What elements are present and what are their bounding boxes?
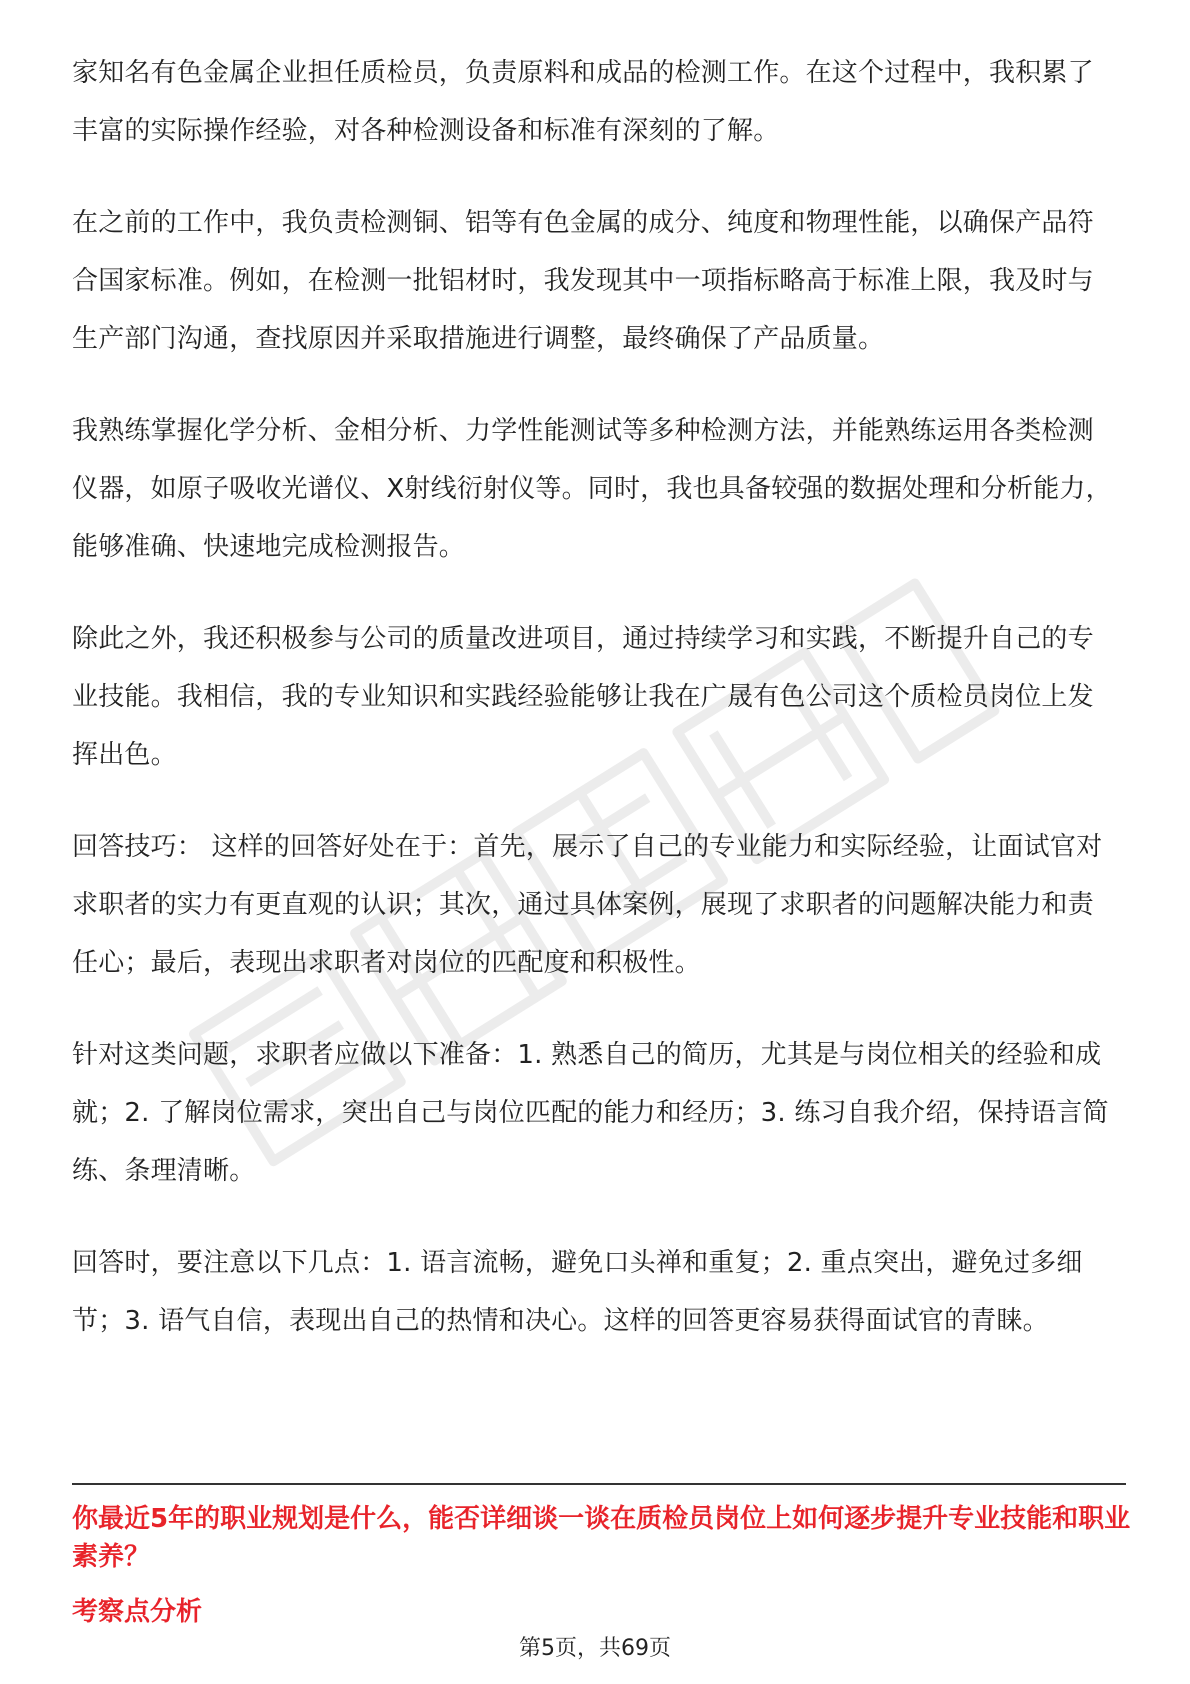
paragraph-testing-methods: 我熟练掌握化学分析、金相分析、力学性能测试等多种检测方法，并能熟练运用各类检测仪器，如原子吸收光谱仪、X射线衍射仪等。同时，我也具备较强的数据处理和分析能力，能够准确、快速地完成检测报告。	[72, 416, 1112, 562]
analysis-heading: 考察点分析	[72, 1597, 203, 1627]
paragraph-quality-improvement: 除此之外，我还积极参与公司的质量改进项目，通过持续学习和实践，不断提升自己的专业技能。我相信，我的专业知识和实践经验能够让我在广晟有色公司这个质检员岗位上发挥出色。	[72, 624, 1094, 770]
next-question-heading: 你最近5年的职业规划是什么，能否详细谈一谈在质检员岗位上如何逐步提升专业技能和职业素养？	[72, 1504, 1131, 1572]
paragraph-previous-work: 在之前的工作中，我负责检测铜、铝等有色金属的成分、纯度和物理性能，以确保产品符合国家标准。例如，在检测一批铝材时，我发现其中一项指标略高于标准上限，我及时与生产部门沟通，查找原因并采取措施进行调整，最终确保了产品质量。	[72, 208, 1094, 354]
page-footer: 第5页，共69页	[519, 1636, 671, 1661]
document-body	[72, 44, 1118, 1384]
paragraph-preparation: 针对这类问题，求职者应做以下准备：1. 熟悉自己的简历，尤其是与岗位相关的经验和成就；2. 了解岗位需求，突出自己与岗位匹配的能力和经历；3. 练习自我介绍，保持语言简练、条理清晰。	[72, 1040, 1109, 1186]
section-divider	[72, 1483, 1126, 1485]
paragraph-experience-intro: 家知名有色金属企业担任质检员，负责原料和成品的检测工作。在这个过程中，我积累了丰富的实际操作经验，对各种检测设备和标准有深刻的了解。	[72, 58, 1094, 146]
paragraph-answer-notes: 回答时，要注意以下几点：1. 语言流畅，避免口头禅和重复；2. 重点突出，避免过多细节；3. 语气自信，表现出自己的热情和决心。这样的回答更容易获得面试官的青睐。	[72, 1248, 1083, 1336]
paragraph-answer-tips: 回答技巧： 这样的回答好处在于：首先，展示了自己的专业能力和实际经验，让面试官对求职者的实力有更直观的认识；其次，通过具体案例，展现了求职者的问题解决能力和责任心；最后，表现出求职者对岗位的匹配度和积极性。	[72, 832, 1103, 978]
